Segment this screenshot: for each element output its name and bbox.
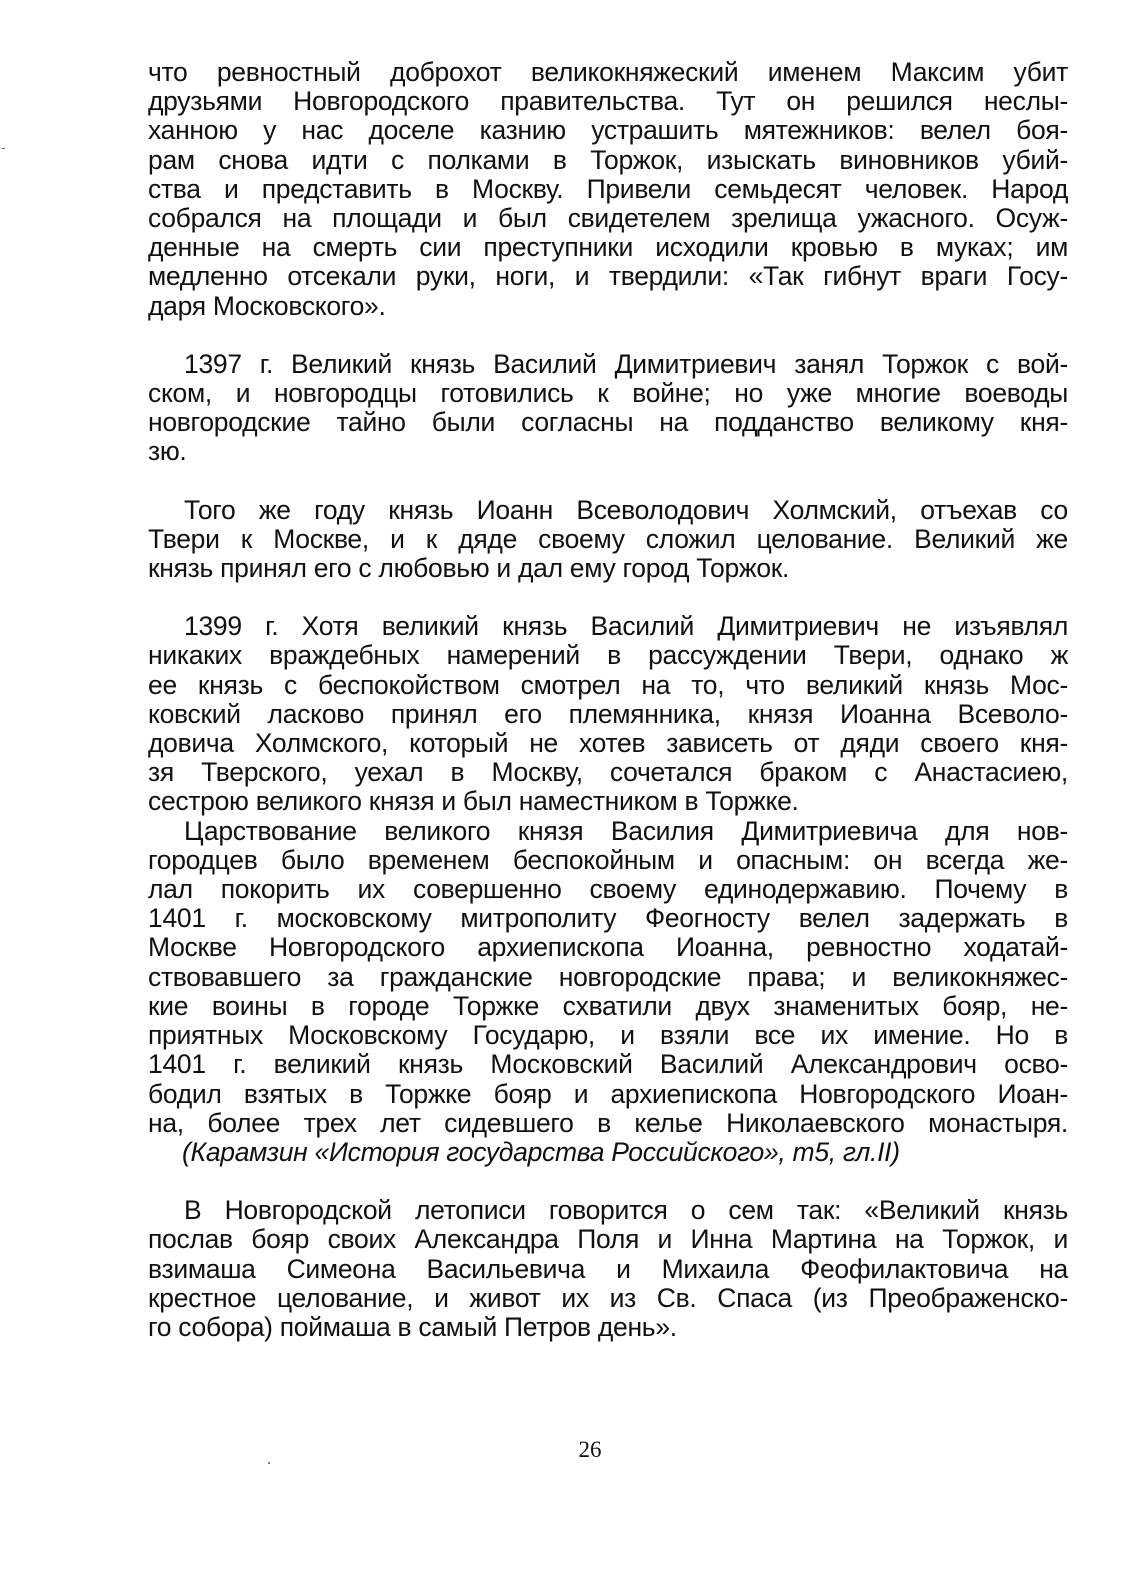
paragraph-chronicle xyxy=(148,1196,1068,1342)
scan-speck xyxy=(268,1462,270,1464)
text-line: денные на смерть сии преступники исходили кровью в муках; им xyxy=(148,232,1068,263)
text-line: собрался на площади и был свидетелем зрелища ужасного. Осуж- xyxy=(148,203,1068,234)
text-line: никаких враждебных намерений в рассуждении Твери, однако ж xyxy=(148,640,1068,671)
text-line: новгородские тайно были согласны на подданство великому кня- xyxy=(148,407,1068,438)
text-line: зя Тверского, уехал в Москву, сочетался браком с Анастасиею, xyxy=(148,757,1068,788)
text-line: крестное целование, и живот их из Св. Спаса (из Преображенско- xyxy=(148,1282,1068,1313)
text-line: послав бояр своих Александра Поля и Инна Мартина на Торжок, и xyxy=(148,1224,1068,1255)
scan-speck xyxy=(2,148,5,149)
text-line: ствовавшего за гражданские новгородские права; и великокняжес- xyxy=(148,961,1068,992)
text-line: медленно отсекали руки, ноги, и твердили: «Так гибнут враги Госу- xyxy=(148,261,1068,292)
text-line: ковский ласково принял его племянника, князя Иоанна Всеволо- xyxy=(148,698,1068,729)
text-line: приятных Московскому Государю, и взяли все их имение. Но в xyxy=(148,1020,1068,1051)
text-line: что ревностный доброхот великокняжеский именем Максим убит xyxy=(148,57,1068,87)
text-line: 1397 г. Великий князь Василий Димитриевич занял Торжок с вой- xyxy=(184,348,1068,379)
text-line: Царствование великого князя Василия Димитриевича для нов- xyxy=(184,815,1068,846)
text-line: Твери к Москве, и к дяде своему сложил целование. Великий же xyxy=(148,523,1068,554)
text-line: лал покорить их совершенно своему единодержавию. Почему в xyxy=(148,874,1068,905)
paragraph-1399 xyxy=(148,612,1068,816)
paragraph-same-year xyxy=(148,496,1068,584)
text-line: ском, и новгородцы готовились к войне; но уже многие воеводы xyxy=(148,378,1068,409)
text-line: го собора) поймаша в самый Петров день». xyxy=(148,1311,677,1342)
text-line: сестрою великого князя и был наместником в Торжке. xyxy=(148,786,799,817)
paragraph-reign xyxy=(148,817,1068,1138)
paragraph-continuation xyxy=(148,58,1068,321)
text-line: городцев было временем беспокойным и опасным: он всегда же- xyxy=(148,844,1068,875)
text-line: ханною у нас доселе казнию устрашить мятежников: велел боя- xyxy=(148,115,1068,146)
text-line: 1401 г. великий князь Московский Василий Александрович осво- xyxy=(148,1049,1068,1080)
text-line: на, более трех лет сидевшего в келье Николаевского монастыря. xyxy=(148,1107,1068,1138)
text-line: князь принял его с любовью и дал ему город Торжок. xyxy=(148,553,790,584)
text-line: В Новгородской летописи говорится о сем так: «Великий князь xyxy=(184,1195,1068,1226)
paragraph-1397 xyxy=(148,350,1068,467)
text-line: кие воины в городе Торжке схватили двух знаменитых бояр, не- xyxy=(148,990,1068,1021)
text-line: Того же году князь Иоанн Всеволодович Холмский, отъехав со xyxy=(184,494,1068,525)
text-line: взимаша Симеона Васильевича и Михаила Феофилактовича на xyxy=(148,1253,1068,1284)
text-line: довича Холмского, который не хотев зависеть от дяди своего кня- xyxy=(148,728,1068,759)
text-line: рам снова идти с полками в Торжок, изыскать виновников убий- xyxy=(148,144,1068,175)
page-number: 26 xyxy=(578,1437,602,1462)
text-line: 1399 г. Хотя великий князь Василий Димитриевич не изъявлял xyxy=(184,611,1068,642)
text-line: бодил взятых в Торжке бояр и архиепископа Новгородского Иоан- xyxy=(148,1078,1068,1109)
text-line: 1401 г. московскому митрополиту Феогносту велел задержать в xyxy=(148,903,1068,934)
document-page-body xyxy=(148,58,1068,1342)
text-line: Москве Новгородского архиепископа Иоанна, ревностно ходатай- xyxy=(148,932,1068,963)
text-line: ства и представить в Москву. Привели семьдесят человек. Народ xyxy=(148,173,1068,204)
text-line: даря Московского». xyxy=(148,290,386,321)
text-line: ее князь с беспокойством смотрел на то, что великий князь Мос- xyxy=(148,669,1068,700)
citation: (Карамзин «История государства Российского», т5, гл.II) xyxy=(182,1136,900,1167)
text-line: друзьями Новгородского правительства. Тут он решился неслы- xyxy=(148,86,1068,117)
text-line: зю. xyxy=(148,436,187,467)
